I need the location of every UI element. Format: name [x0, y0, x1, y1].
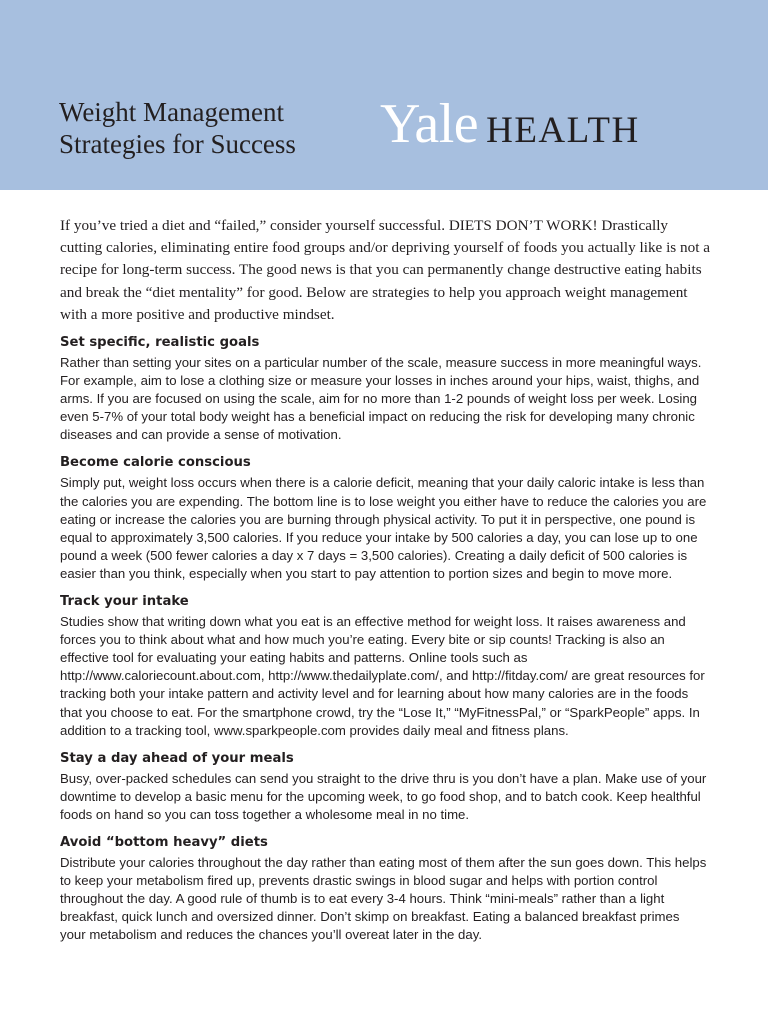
- section-calorie-conscious: [60, 453, 708, 583]
- section-heading: Avoid “bottom heavy” diets: [60, 834, 268, 850]
- section-heading: Set specific, realistic goals: [60, 335, 260, 350]
- section-heading: Stay a day ahead of your meals: [60, 750, 294, 766]
- logo-yale-wordmark: Yale: [380, 93, 479, 155]
- document-title-line-1: Weight Management: [59, 97, 285, 127]
- section-body: Simply put, weight loss occurs when there is a calorie deficit, meaning that your daily caloric intake is less than the calories you are expending. The bottom line is to lose weight you either have to reduce the calories you are eating or increase the calories you are burning through physical activity. To put it in perspective, one pound is equal to approximately 3,500 calories. If you reduce your intake by 500 calories a day, you can lose up to one pound a week (500 fewer calories a day x 7 days = 3,500 calories). Creating a daily deficit of 500 calories is easier than you think, especially when you start to pay attention to portion sizes and begin to move more.: [60, 475, 707, 581]
- section-body: Rather than setting your sites on a particular number of the scale, measure success in more meaningful ways. For example, aim to lose a clothing size or measure your losses in inches around your hips, waist, thighs, and arms. If you are focused on using the scale, aim for no more than 1-2 pounds of weight loss per week. Losing even 5-7% of your total body weight has a beneficial impact on reducing the risk for developing many chronic diseases and can provide a sense of motivation.: [60, 355, 702, 443]
- section-heading: Become calorie conscious: [60, 455, 251, 471]
- section-heading: Track your intake: [60, 594, 189, 610]
- section-track-intake: [60, 592, 708, 740]
- strategy-list: [60, 333, 708, 953]
- logo-health-wordmark: HEALTH: [486, 110, 640, 151]
- section-set-goals: [60, 333, 708, 444]
- document-title: [59, 96, 296, 160]
- yale-health-logo: [380, 93, 640, 155]
- section-day-ahead: [60, 749, 708, 824]
- section-body: Distribute your calories throughout the day rather than eating most of them after the sun goes down. This helps to keep your metabolism fired up, prevents drastic swings in blood sugar and helps with portion control throughout the day. A good rule of thumb is to eat every 3-4 hours. Think “mini-meals” rather than a light breakfast, quick lunch and oversized dinner. Don’t skimp on breakfast. Eating a balanced breakfast primes your metabolism and reduces the chances you’ll overeat later in the day.: [60, 854, 707, 943]
- header-banner: [0, 0, 768, 190]
- section-body: Studies show that writing down what you eat is an effective method for weight loss. It raises awareness and forces you to think about what and how much you’re eating. Every bite or sip counts! Tracking is also an effective tool for evaluating your eating habits and patterns. Online tools such as http://www.caloriecount.about.com, http://www.thedailyplate.com/, and http://fitday.com/ are great resources for tracking both your intake pattern and activity level and for learning about how many calories are in the foods that you choose to eat. For the smartphone crowd, try the “Lose It,” “MyFitnessPal,” or “SparkPeople” apps. In addition to a tracking tool, www.sparkpeople.com provides daily meal and fitness plans.: [60, 614, 705, 738]
- section-body: Busy, over-packed schedules can send you straight to the drive thru is you don’t have a plan. Make use of your downtime to develop a basic menu for the upcoming week, to go food shop, and to batch cook. Keep healthful foods on hand so you can toss together a wholesome meal in no time.: [60, 770, 707, 822]
- intro-paragraph: If you’ve tried a diet and “failed,” consider yourself successful. DIETS DON’T WORK! Drastically cutting calories, eliminating entire food groups and/or depriving yourself of foods you actually like is not a recipe for long-term success. The good news is that you can permanently change destructive eating habits and break the “diet mentality” for good. Below are strategies to help you approach weight management with a more positive and productive mindset.: [60, 217, 710, 323]
- section-bottom-heavy: [60, 833, 708, 944]
- document-title-line-2: Strategies for Success: [59, 129, 296, 159]
